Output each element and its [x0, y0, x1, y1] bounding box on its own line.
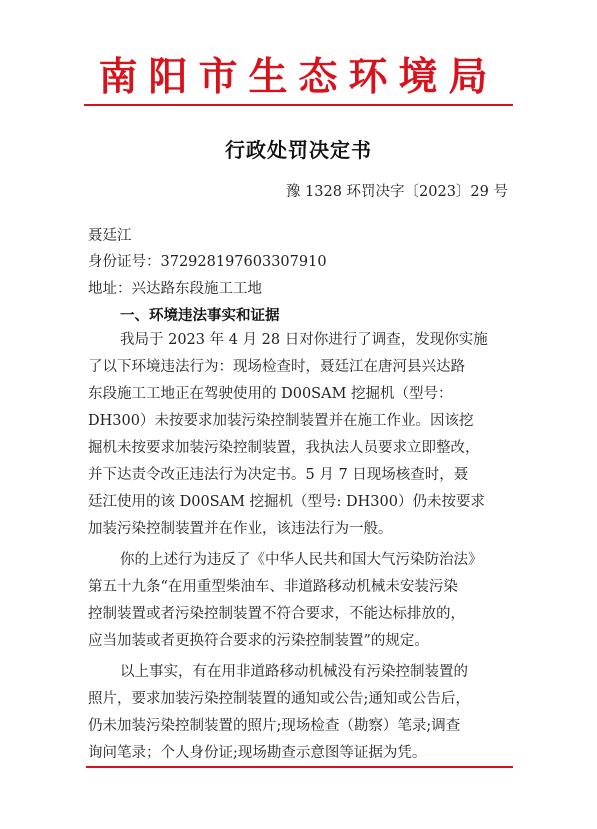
body-line: 东段施工工地正在驾驶使用的 D00SAM 挖掘机（型号：	[88, 386, 453, 402]
body-line: 照片，要求加装污染控制装置的通知或公告;通知或公告后，	[88, 691, 470, 707]
document-number: 豫 1328 环罚决字〔2023〕29 号	[285, 184, 508, 200]
body-line: 加装污染控制装置并在作业，该违法行为一般。	[88, 521, 393, 537]
body-line: 你的上述行为违反了《中华人民共和国大气污染防治法》	[120, 552, 483, 568]
section-heading-facts: 一、环境违法事实和证据	[120, 308, 280, 324]
org-name-header: 南阳市生态环境局	[98, 55, 499, 100]
party-name: 聂廷江	[88, 228, 132, 244]
body-line: 了以下环境违法行为：现场检查时，聂廷江在唐河县兴达路	[88, 359, 465, 375]
body-line: DH300）未按要求加装污染控制装置并在施工作业。因该挖	[88, 413, 474, 429]
body-line: 我局于 2023 年 4 月 28 日对你进行了调查，发现你实施	[120, 332, 488, 348]
red-divider-bottom	[86, 766, 513, 768]
body-line: 应当加装或者更换符合要求的污染控制装置”的规定。	[88, 633, 429, 649]
document-title: 行政处罚决定书	[225, 138, 372, 162]
body-line: 控制装置或者污染控制装置不符合要求，不能达标排放的，	[88, 606, 465, 622]
body-line: 廷江使用的该 D00SAM 挖掘机（型号: DH300）仍未按要求	[88, 494, 485, 510]
red-divider-top	[84, 104, 513, 106]
party-address: 地址：兴达路东段施工工地	[88, 281, 262, 297]
body-line: 以上事实，有在用非道路移动机械没有污染控制装置的	[120, 664, 468, 680]
body-line: 并下达责令改正违法行为决定书。5 月 7 日现场核查时，聂	[88, 467, 469, 483]
body-line: 第五十九条“在用重型柴油车、非道路移动机械未安装污染	[88, 579, 458, 595]
body-line: 询问笔录；个人身份证;现场勘查示意图等证据为凭。	[88, 745, 427, 761]
party-id-number: 身份证号：372928197603307910	[88, 254, 327, 270]
body-line: 仍未加装污染控制装置的照片;现场检查（勘察）笔录;调查	[88, 718, 461, 734]
body-line: 掘机未按要求加装污染控制装置，我执法人员要求立即整改，	[88, 440, 480, 456]
